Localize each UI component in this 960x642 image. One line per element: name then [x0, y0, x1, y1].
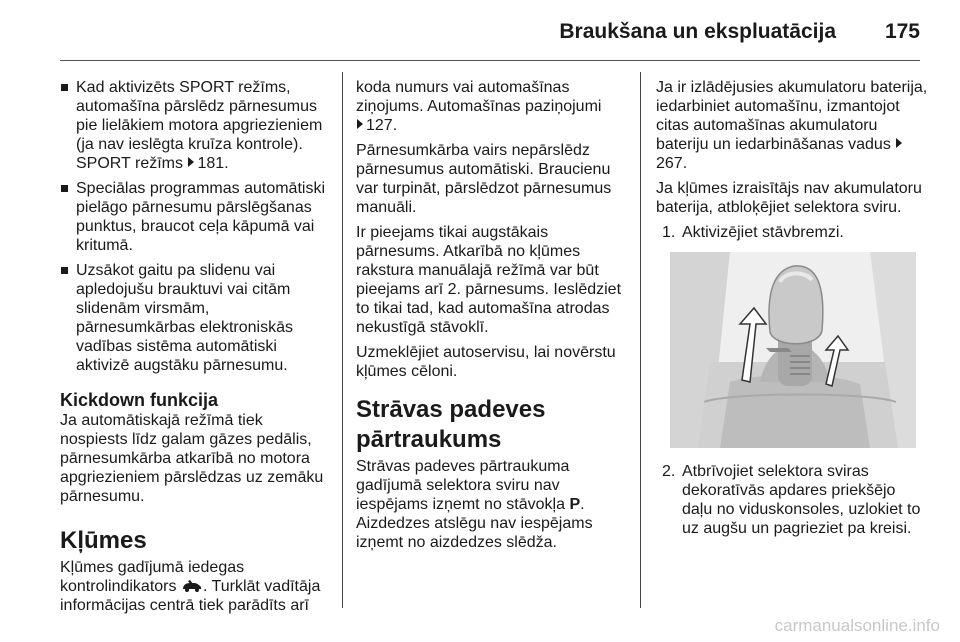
column-3 — [656, 78, 928, 544]
chapter-title: Braukšana un ekspluatācija — [559, 20, 836, 43]
step-item — [656, 223, 928, 242]
page-header — [60, 0, 920, 61]
paragraph-text: koda numurs vai automašīnas ziņojums. Automašīnas paziņojumi — [356, 79, 602, 115]
step-text: Atbrīvojiet selektora sviras dekoratīvās apdares priekšējo daļu no viduskonsoles, uzlokiet to uz augšu un pagrieziet pa kreisi. — [682, 463, 921, 537]
bullet-square-icon — [61, 84, 68, 91]
wrench-car-indicator-icon — [181, 580, 203, 592]
faults-paragraph — [60, 558, 332, 615]
kickdown-paragraph: Ja automātiskajā režīmā tiek nospiests līdz galam gāzes pedālis, pārnesumkārba atkarībā no motora apgriezieniem pārslēdzas uz zemāku pārnesumu. — [60, 412, 324, 505]
page-reference-link[interactable]: 127. — [366, 117, 398, 134]
paragraph — [356, 78, 628, 135]
section-heading-faults: Kļūmes — [60, 527, 147, 554]
page-reference-arrow-icon — [357, 119, 363, 129]
paragraph: Pārnesumkārba vairs nepārslēdz pārnesumus automātiski. Braucienu var turpināt, pārslēdzot pārnesumus manuāli. — [356, 142, 612, 216]
paragraph: Uzmeklējiet autoservisu, lai novērstu kļūmes cēloni. — [356, 344, 616, 380]
page-reference-arrow-icon — [896, 138, 902, 148]
paragraph: Ja kļūmes izraisītājs nav akumulatoru baterija, atbloķējiet selektora sviru. — [656, 180, 922, 216]
paragraph: Ir pieejams tikai augstākais pārnesums. Atkarībā no kļūmes rakstura manuālajā režīmā var būt pieejams arī 2. pārnesums. Ieslēdziet to tikai tad, kad automašīna atrodas nekustīgā stāvoklī. — [356, 224, 622, 336]
paragraph — [656, 78, 928, 173]
gear-position-label: P — [569, 496, 581, 513]
column-divider — [342, 72, 343, 608]
page-reference-link[interactable]: 181. — [197, 155, 229, 172]
faults-text: Kļūmes gadījumā iedegas kontrolindikators — [60, 559, 245, 595]
list-item — [60, 261, 332, 375]
list-item-text: Kad aktivizēts SPORT režīms, automašīna pārslēdz pārnesumus pie lielākiem motora apgriezieniem (ja nav ieslēgta kruīza kontrole). SPORT režīms — [76, 79, 323, 172]
bullet-square-icon — [61, 185, 68, 192]
faults-text-continued: . Turklāt vadītāja informācijas centrā tiek parādīts arī — [60, 578, 321, 614]
list-item — [60, 78, 332, 173]
step-item — [656, 462, 928, 538]
step-number: 2. — [662, 463, 676, 480]
list-item-text: Speciālas programmas automātiski pielāgo pārnesumu pārslēgšanas punktus, braucot ceļa kāpumā vai kritumā. — [76, 180, 325, 254]
watermark: carmanualsonline.info — [774, 616, 940, 635]
gear-selector-drawing — [670, 252, 916, 448]
bullet-square-icon — [61, 267, 68, 274]
feature-list — [60, 78, 332, 375]
list-item — [60, 179, 332, 255]
column-2 — [356, 78, 628, 558]
paragraph-text: Ja ir izlādējusies akumulatoru baterija, iedarbiniet automašīnu, izmantojot citas automašīnas akumulatoru bateriju un iedarbināšanas vadus — [656, 79, 928, 153]
step-number: 1. — [662, 224, 676, 241]
paragraph-text: Strāvas padeves pārtraukuma gadījumā selektora sviru nav iespējams izņemt no stāvokļa — [356, 458, 570, 513]
step-text: Aktivizējiet stāvbremzi. — [682, 224, 844, 241]
section-heading-kickdown: Kickdown funkcija — [60, 390, 219, 410]
column-1 — [60, 78, 332, 621]
page-number: 175 — [884, 20, 920, 43]
power-paragraph — [356, 457, 628, 552]
page-reference-link[interactable]: 267. — [656, 155, 688, 172]
heading-line: Strāvas padeves — [356, 396, 546, 423]
column-divider — [640, 72, 641, 608]
list-item-text: Uzsākot gaitu pa slidenu vai apledojušu brauktuvi vai citām slidenām virsmām, pārnesumkārbas elektroniskās vadības sistēma automātiski aktivizē augstāku pārnesumu. — [76, 262, 293, 374]
section-heading-power — [356, 395, 628, 455]
gear-selector-illustration — [670, 252, 916, 448]
page-reference-arrow-icon — [188, 157, 194, 167]
paragraph-text: . Aizdedzes atslēgu nav iespējams izņemt no aizdedzes slēdža. — [356, 496, 593, 551]
heading-line: pārtraukums — [356, 426, 502, 453]
